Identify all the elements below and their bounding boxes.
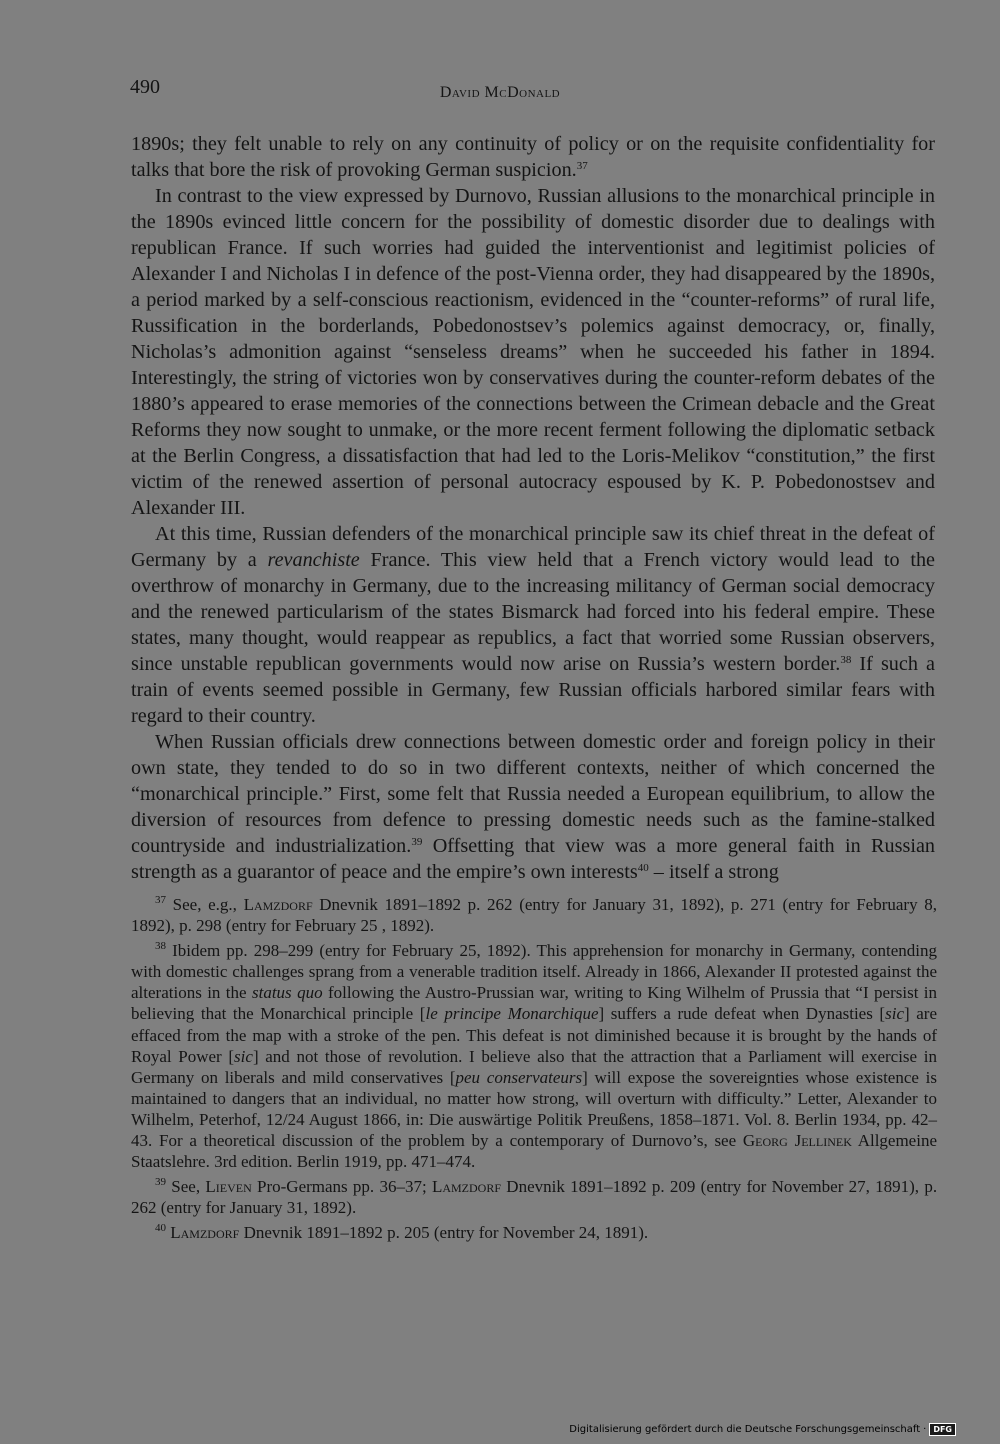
footnote-ref-38[interactable]: 38 [840,654,852,666]
running-head: David McDonald [439,84,561,101]
paragraph-4: When Russian officials drew connections between domestic order and foreign policy in their own state, they tended to do so in two different contexts, neither of which concerned the “monarchical principle.” First, some felt that Russia needed a European equilibrium, to allow the diversion of resources from defence to pressing domestic needs such as the famine-stalked countryside and industrialization.$^{39}$ Offsetting that view was a more general faith in Russian strength as a guarantor of peace and the empire’s own interests$^{40}$ – itself a strong [131,731,935,883]
paragraph-3: At this time, Russian defenders of the monarchical principle saw its chief threat in the defeat of Germany by a revanchiste France. This view held that a French victory would lead to the overthrow of monarchy in Germany, due to the increasing militancy of German social democracy and the renewed particularism of the states Bismarck had forced into his federal empire. These states, many thought, would reappear as republics, a fact that worried some Russian observers, since unstable republican governments would now arise on Russia’s western border.$^{38}$ If such a train of events seemed possible in Germany, few Russian officials harbored similar fears with regard to their country. [131,523,936,727]
paragraph-2: In contrast to the view expressed by Durnovo, Russian allusions to the monarchical principle in the 1890s evinced little concern for the possibility of domestic disorder due to dealings with republican France. If such worries had guided the interventionist and legitimist policies of Alexander I and Nicholas I in defence of the post-Vienna order, they had disappeared by the 1890s, a period marked by a self-conscious reactionism, evidenced in the “counter-reforms” of rural life, Russification in the borderlands, Pobedonostsev’s polemics against democracy, or, finally, Nicholas’s admonition against “senseless dreams” when he succeeded his father in 1894. Interestingly, the string of victories won by conservatives during the counter-reform debates of the 1880’s appeared to erase memories of the connections between the Crimean debacle and the Great Reforms they now sought to unmake, or the more recent ferment following the diplomatic setback at the Berlin Congress, a dissatisfaction that had led to the Loris-Melikov “constitution,” the first victim of the renewed assertion of personal autocracy espoused by K. P. Pobedonostsev and Alexander III. [131,185,935,519]
footnote-39: $^{39}$ See, Lieven Pro-Germans pp. 36–37; Lamzdorf Dnevnik 1891–1892 p. 209 (entry for November 27, 1891), p. 262 (entry for January 31, 1892). [131,1176,938,1218]
footnote-ref-37[interactable]: 37 [576,160,588,172]
footnote-40: $^{40}$ Lamzdorf Dnevnik 1891–1892 p. 205 (entry for November 24, 1891). [155,1222,649,1243]
footer-credit: Digitalisierung gefördert durch die Deutsche Forschungsgemeinschaft · DFG [569,1423,956,1436]
footnote-ref-39[interactable]: 39 [411,836,423,848]
italic-term: revanchiste [267,549,360,571]
footnote-38: $^{38}$ Ibidem pp. 298–299 (entry for February 25, 1892). This apprehension for monarchy in Germany, contending with domestic challenges sprang from a venerable tradition itself. Already in 1866, Alexander II protested against the alterations in the status quo following the Austro-Prussian war, writing to King Wilhelm of Prussia that “I persist in believing that the Monarchical principle [le principe Monarchique] suffers a rude defeat when Dynasties [sic] are effaced from the map with a stroke of the pen. This defeat is not diminished because it is brought by the hands of Royal Power [sic] and not those of revolution. I believe also that the attraction that a Parliament will exercise in Germany on liberals and mild conservatives [peu conservateurs] will expose the sovereignties whose existence is maintained to dangers that an individual, no matter how strong, will overturn with difficulty.” Letter, Alexander to Wilhelm, Peterhof, 12/24 August 1866, in: Die auswärtige Politik Preußens, 1858–1871. Vol. 8. Berlin 1934, pp. 42–43. For a theoretical discussion of the problem by a contemporary of Durnovo’s, see Georg Jellinek Allgemeine Staatslehre. 3rd edition. Berlin 1919, pp. 471–474. [131,940,938,1172]
page-number: 490 [130,76,160,98]
paragraph-1: 1890s; they felt unable to rely on any continuity of policy or on the requisite confidentiality for talks that bore the risk of provoking German suspicion.$^{37}$ [131,133,935,181]
dfg-logo-icon: DFG [929,1423,956,1436]
footnote-ref-40[interactable]: 40 [637,862,649,874]
body-text [131,131,935,885]
footnotes [131,894,937,1248]
footnote-37: $^{37}$ See, e.g., Lamzdorf Dnevnik 1891–1892 p. 262 (entry for January 31, 1892), p. 271 (entry for February 8, 1892), p. 298 (entry for February 25 , 1892). [131,894,937,936]
footer-credit-text: Digitalisierung gefördert durch die Deutsche Forschungsgemeinschaft [569,1424,921,1435]
